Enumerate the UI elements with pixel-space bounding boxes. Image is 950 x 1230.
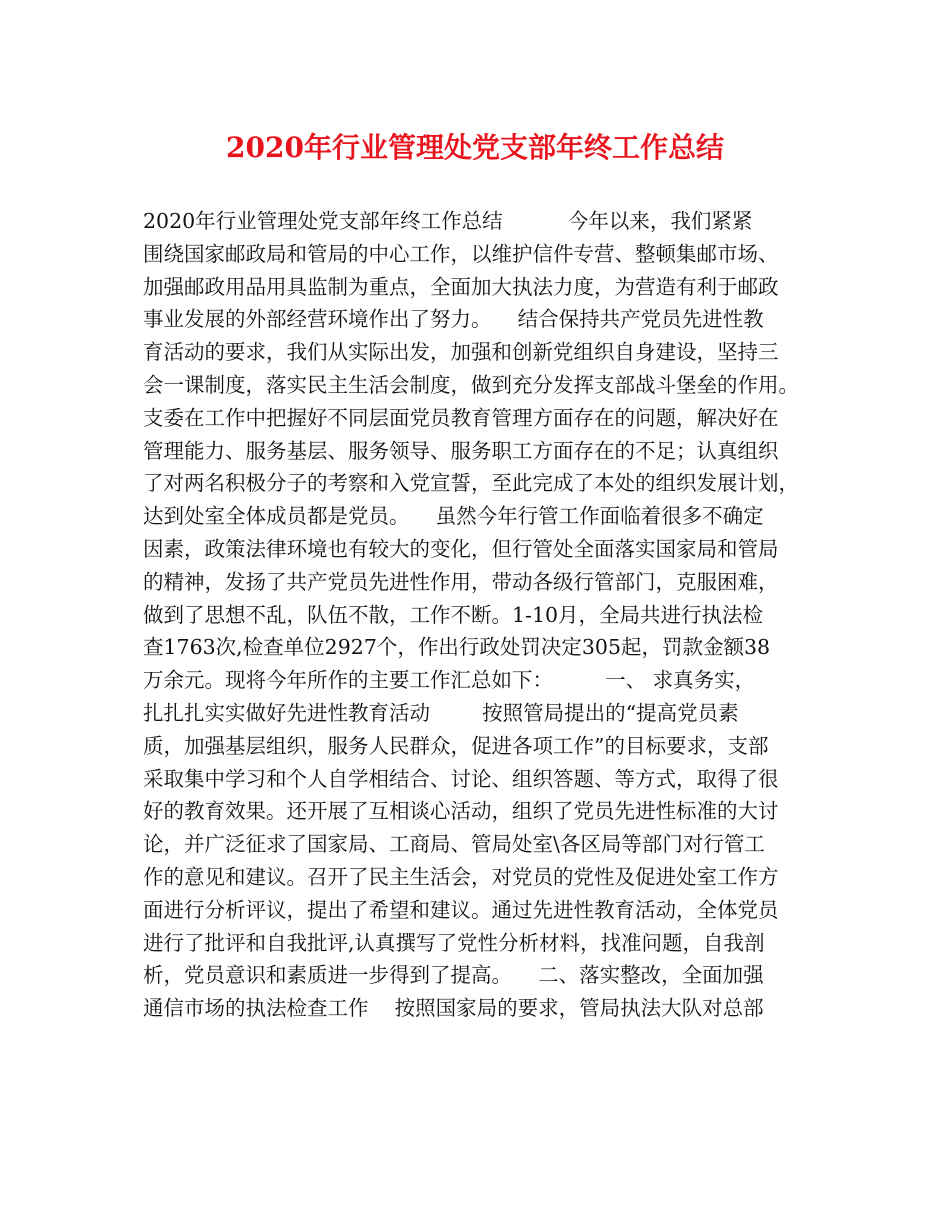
body-line: 达到处室全体成员都是党员。 虽然今年行管工作面临着很多不确定	[143, 504, 764, 529]
body-line: 加强邮政用品用具监制为重点，全面加大执法力度，为营造有利于邮政	[143, 274, 779, 299]
body-line: 查1763次,检查单位2927个，作出行政处罚决定305起，罚款金额38	[143, 635, 771, 660]
body-line: 会一课制度，落实民主生活会制度，做到充分发挥支部战斗堡垒的作用。	[143, 372, 799, 397]
body-line: 管理能力、服务基层、服务领导、服务职工方面存在的不足；认真组织	[143, 438, 779, 463]
body-line: 析，党员意识和素质进一步得到了提高。 二、落实整改，全面加强	[143, 963, 764, 988]
body-line: 的精神，发扬了共产党员先进性作用，带动各级行管部门，克服困难，	[143, 569, 779, 594]
body-line: 因素，政策法律环境也有较大的变化，但行管处全面落实国家局和管局	[143, 536, 779, 561]
body-line: 质，加强基层组织，服务人民群众，促进各项工作”的目标要求，支部	[143, 733, 769, 758]
body-line: 通信市场的执法检查工作 按照国家局的要求，管局执法大队对总部	[143, 996, 764, 1021]
body-line: 论，并广泛征求了国家局、工商局、管局处室\各区局等部门对行管工	[143, 832, 765, 857]
body-line: 支委在工作中把握好不同层面党员教育管理方面存在的问题，解决好在	[143, 405, 779, 430]
body-line: 2020年行业管理处党支部年终工作总结 今年以来，我们紧紧	[143, 209, 753, 233]
body-line: 面进行分析评议，提出了希望和建议。通过先进性教育活动，全体党员	[143, 897, 779, 922]
body-line: 采取集中学习和个人自学相结合、讨论、组织答题、等方式，取得了很	[143, 766, 779, 791]
body-line: 扎扎扎实实做好先进性教育活动 按照管局提出的“提高党员素	[143, 700, 739, 725]
body-line: 育活动的要求，我们从实际出发，加强和创新党组织自身建设，坚持三	[143, 340, 779, 365]
body-line: 围绕国家邮政局和管局的中心工作，以维护信件专营、整顿集邮市场、	[143, 241, 779, 266]
body-line: 好的教育效果。还开展了互相谈心活动，组织了党员先进性标准的大讨	[143, 799, 779, 824]
body-line: 万余元。现将今年所作的主要工作汇总如下： 一、 求真务实，	[143, 668, 756, 693]
body-line: 了对两名积极分子的考察和入党宣誓，至此完成了本处的组织发展计划，	[143, 471, 799, 496]
document-body	[143, 205, 828, 1025]
document-title: 2020年行业管理处党支部年终工作总结	[226, 131, 724, 164]
body-line: 进行了批评和自我批评,认真撰写了党性分析材料，找准问题，自我剖	[143, 930, 765, 955]
body-line: 做到了思想不乱，队伍不散，工作不断。1-10月，全局共进行执法检	[143, 602, 764, 627]
body-line: 事业发展的外部经营环境作出了努力。 结合保持共产党员先进性教	[143, 307, 764, 332]
body-line: 作的意见和建议。召开了民主生活会，对党员的党性及促进处室工作方	[143, 864, 779, 889]
